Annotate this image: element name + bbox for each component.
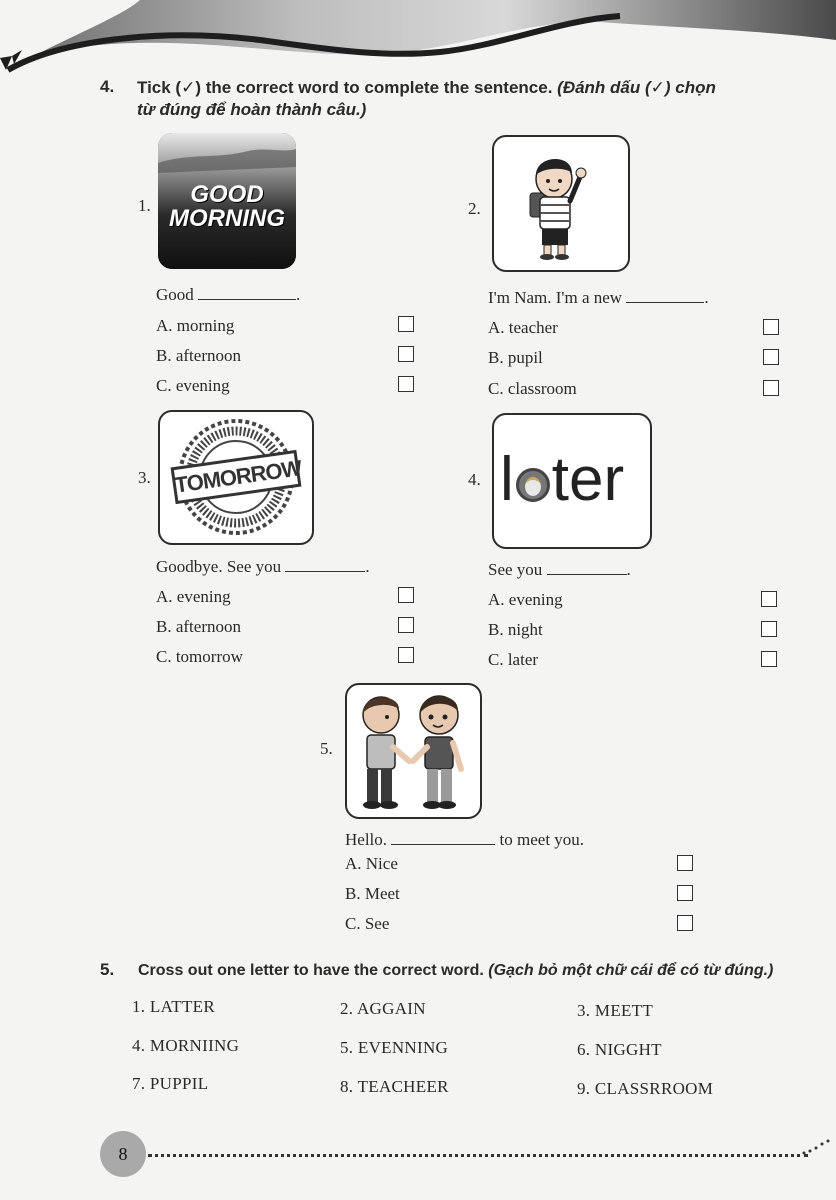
- item-2-question-end: .: [704, 288, 709, 307]
- item-4-checkbox-a[interactable]: [761, 591, 777, 607]
- item-1-checkbox-b[interactable]: [398, 346, 414, 362]
- item-2-checkbox-c[interactable]: [763, 380, 779, 396]
- word-classrroom[interactable]: 9. CLASSRROOM: [577, 1079, 714, 1098]
- later-letters-ter: ter: [551, 445, 625, 514]
- exercise-5-instruction: [138, 960, 828, 982]
- item-3-blank[interactable]: [285, 557, 365, 572]
- word-latter[interactable]: 1. LATTER: [132, 997, 215, 1016]
- word-teacheer[interactable]: 8. TEACHEER: [340, 1077, 449, 1096]
- item-5-option-a: A. Nice: [345, 854, 398, 873]
- exercise-4-instruction-vi-1: (Đánh dấu (✓) chọn: [557, 78, 716, 97]
- exercise-5-number: 5.: [100, 960, 115, 979]
- item-4-number: 4.: [468, 470, 481, 489]
- image-text-morning: MORNING: [169, 205, 285, 232]
- item-1-number: 1.: [138, 196, 151, 215]
- item-5-checkbox-c[interactable]: [677, 915, 693, 931]
- item-4-question-end: .: [626, 560, 631, 579]
- good-morning-image: [158, 133, 296, 269]
- tomorrow-stamp-text: TOMORROW: [173, 455, 303, 498]
- good-morning-image-text: [158, 183, 296, 231]
- item-4-option-b: B. night: [488, 620, 543, 639]
- page-number-text: 8: [118, 1143, 128, 1164]
- item-2-checkbox-b[interactable]: [763, 349, 779, 365]
- item-3-option-c: C. tomorrow: [156, 647, 243, 666]
- word-aggain[interactable]: 2. AGGAIN: [340, 999, 426, 1018]
- word-puppil[interactable]: 7. PUPPIL: [132, 1074, 209, 1093]
- item-3-checkbox-b[interactable]: [398, 617, 414, 633]
- item-1-option-a: A. morning: [156, 316, 235, 335]
- later-image-text: [500, 445, 624, 515]
- item-3-option-b: B. afternoon: [156, 617, 241, 636]
- item-3-question-start: Goodbye. See you: [156, 557, 282, 576]
- later-letter-l: l: [500, 445, 514, 514]
- item-5-checkbox-a[interactable]: [677, 855, 693, 871]
- item-5-question-end: to meet you.: [499, 830, 585, 849]
- item-5-option-c: C. See: [345, 914, 390, 933]
- item-1-option-c: C. evening: [156, 376, 230, 395]
- item-1-question-start: Good: [156, 285, 194, 304]
- item-3-question-end: .: [365, 557, 370, 576]
- item-5-option-b: B. Meet: [345, 884, 400, 903]
- image-text-good: GOOD: [190, 181, 264, 208]
- item-3-checkbox-c[interactable]: [398, 647, 414, 663]
- exercise-4-instruction: [137, 77, 817, 121]
- page-number: [100, 1131, 146, 1177]
- exercise-5-instruction-en: Cross out one letter to have the correct word.: [138, 962, 484, 979]
- item-3-option-a: A. evening: [156, 587, 231, 606]
- item-1-checkbox-c[interactable]: [398, 376, 414, 392]
- item-5-checkbox-b[interactable]: [677, 885, 693, 901]
- item-3-question: [156, 557, 370, 577]
- item-5-question: [345, 830, 584, 850]
- item-4-question-start: See you: [488, 560, 543, 579]
- item-1-option-b: B. afternoon: [156, 346, 241, 365]
- handshake-image: [345, 683, 482, 819]
- item-3-checkbox-a[interactable]: [398, 587, 414, 603]
- item-2-question-start: I'm Nam. I'm a new: [488, 288, 623, 307]
- exercise-5-instruction-vi: (Gạch bỏ một chữ cái để có từ đúng.): [488, 962, 774, 979]
- item-2-question: [488, 288, 709, 308]
- item-5-number: 5.: [320, 739, 333, 758]
- item-2-number: 2.: [468, 199, 481, 218]
- boys-handshake-icon: [347, 685, 480, 817]
- item-2-option-c: C. classroom: [488, 379, 577, 398]
- footer-dots-curl: [800, 1136, 834, 1156]
- later-clock-image: [492, 413, 652, 549]
- item-5-question-start: Hello.: [345, 830, 388, 849]
- item-4-option-a: A. evening: [488, 590, 563, 609]
- item-2-option-a: A. teacher: [488, 318, 558, 337]
- word-meett[interactable]: 3. MEETT: [577, 1001, 654, 1020]
- word-evenning[interactable]: 5. EVENNING: [340, 1038, 449, 1057]
- item-2-blank[interactable]: [626, 288, 704, 303]
- item-1-question-end: .: [296, 285, 301, 304]
- clock-icon: [516, 468, 550, 502]
- item-3-number: 3.: [138, 468, 151, 487]
- item-1-checkbox-a[interactable]: [398, 316, 414, 332]
- word-morniing[interactable]: 4. MORNIING: [132, 1036, 240, 1055]
- item-2-checkbox-a[interactable]: [763, 319, 779, 335]
- item-1-blank[interactable]: [198, 285, 296, 300]
- item-4-option-c: C. later: [488, 650, 539, 669]
- word-nigght[interactable]: 6. NIGGHT: [577, 1040, 662, 1059]
- item-4-blank[interactable]: [547, 560, 627, 575]
- tomorrow-stamp-image: [158, 410, 314, 545]
- item-4-checkbox-c[interactable]: [761, 651, 777, 667]
- footer-dotted-line: [148, 1154, 808, 1157]
- exercise-4-instruction-vi-2: từ đúng để hoàn thành câu.): [137, 100, 367, 119]
- item-2-option-b: B. pupil: [488, 348, 543, 367]
- item-1-question: [156, 285, 300, 305]
- waving-boy-icon: [494, 137, 628, 270]
- item-4-question: [488, 560, 631, 580]
- new-pupil-image: [492, 135, 630, 272]
- exercise-4-instruction-en: Tick (✓) the correct word to complete the sentence.: [137, 78, 553, 97]
- item-4-checkbox-b[interactable]: [761, 621, 777, 637]
- header-banner: [0, 0, 836, 80]
- item-5-blank[interactable]: [391, 830, 495, 845]
- exercise-4-number: 4.: [100, 77, 115, 96]
